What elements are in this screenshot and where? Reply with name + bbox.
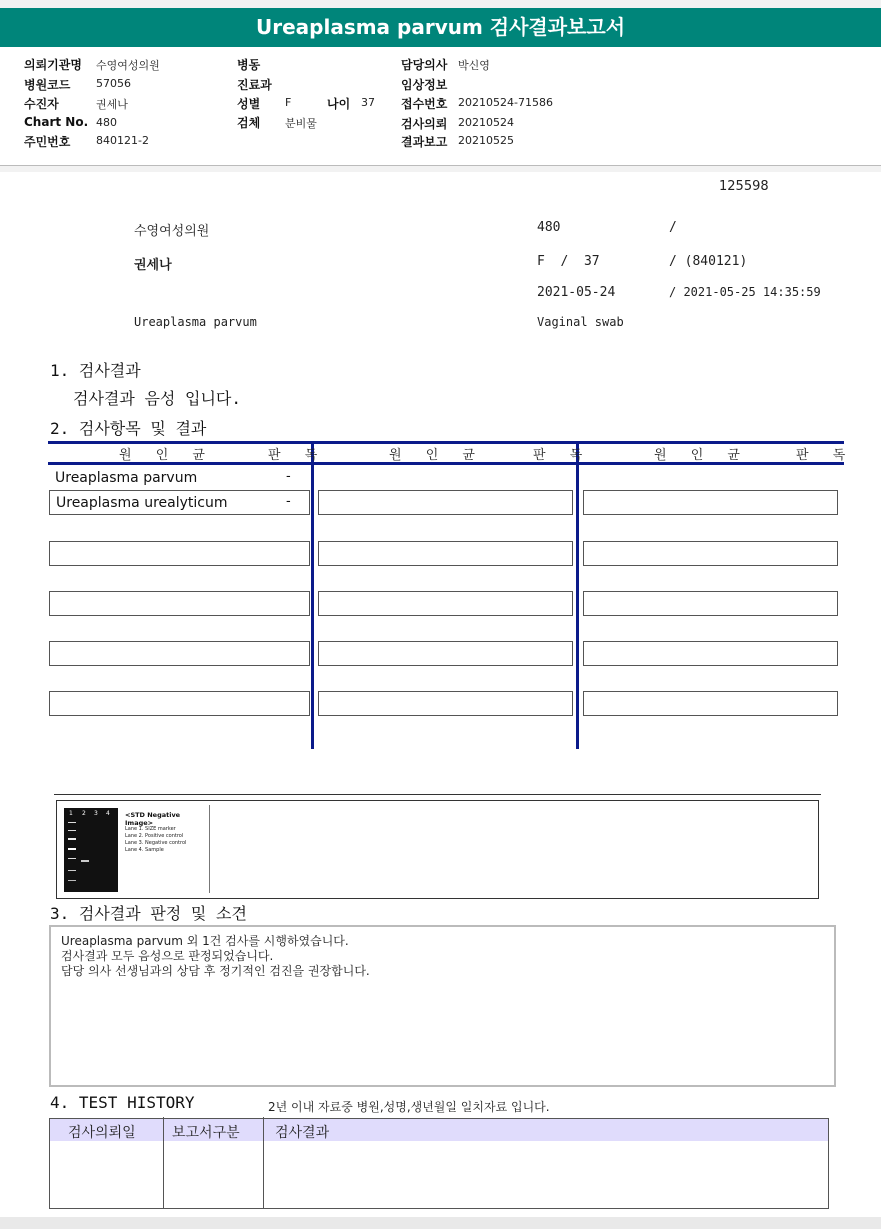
empty-cell: [49, 641, 310, 666]
report-sex-age: F / 37: [537, 254, 600, 269]
bottom-strip: [0, 1217, 881, 1229]
label-specimen: 검체: [237, 116, 261, 130]
opinion-box: [49, 925, 836, 1087]
result-row-1-organism: Ureaplasma parvum: [55, 470, 198, 486]
label-chart-no: Chart No.: [24, 115, 89, 129]
gel-band: [68, 830, 76, 831]
section1-text: 검사결과 음성 입니다.: [73, 389, 242, 408]
gel-title: <STD Negative Image>: [125, 811, 181, 827]
label-hospital-code: 병원코드: [24, 78, 71, 92]
gel-legend-2: Lane 2. Positive control: [125, 833, 184, 839]
value-reception-no: 20210524-71586: [458, 96, 553, 109]
gel-legend-3: Lane 3. Negative control: [125, 840, 187, 846]
result-row-2-organism: Ureaplasma urealyticum: [56, 495, 228, 511]
empty-cell: [318, 490, 573, 515]
report-patient: 권세나: [134, 258, 172, 273]
report-number: 125598: [719, 179, 769, 194]
gel-band: [68, 858, 76, 859]
table-divider-2: [576, 441, 579, 749]
gel-lane-2: 2: [82, 810, 86, 817]
gel-lane-4: 4: [106, 810, 110, 817]
empty-cell: [49, 591, 310, 616]
report-birth: / (840121): [669, 254, 748, 269]
value-sex: F: [285, 96, 292, 109]
report-paper: [0, 172, 881, 1217]
table-divider-1: [311, 441, 314, 749]
history-note: 2년 이내 자료중 병원,성명,생년월일 일치자료 입니다.: [268, 1100, 550, 1114]
section4-title: 4. TEST HISTORY: [50, 1093, 195, 1112]
report-specimen: Vaginal swab: [537, 315, 624, 329]
empty-cell: [583, 490, 838, 515]
col-judgment-1: 판 독: [268, 448, 328, 463]
label-resident-no: 주민번호: [24, 135, 71, 149]
patient-info-panel: [0, 47, 881, 166]
opinion-line-1: Ureaplasma parvum 외 1건 검사를 시행하였습니다.: [61, 934, 349, 948]
empty-cell: [318, 691, 573, 716]
history-col-report-type: 보고서구분: [172, 1125, 240, 1141]
section1-title: 1. 검사결과: [50, 361, 141, 380]
report-chart-no: 480: [537, 220, 561, 235]
label-ward: 병동: [237, 58, 261, 72]
empty-cell: [318, 591, 573, 616]
value-chart-no: 480: [96, 116, 117, 129]
gel-lane-3: 3: [94, 810, 98, 817]
history-col-divider: [263, 1117, 264, 1208]
value-patient: 권세나: [96, 98, 128, 111]
history-body: [49, 1141, 829, 1209]
label-sex: 성별: [237, 97, 261, 111]
value-hospital-code: 57056: [96, 77, 131, 90]
col-organism-2: 원 인 균: [389, 448, 485, 463]
report-hospital: 수영여성의원: [134, 224, 210, 239]
result-row-2-judgment: -: [286, 494, 291, 509]
section2-title: 2. 검사항목 및 결과: [50, 419, 207, 438]
opinion-line-3: 담당 의사 선생님과의 상담 후 정기적인 검진을 권장합니다.: [61, 964, 370, 978]
empty-cell: [49, 691, 310, 716]
empty-cell: [583, 691, 838, 716]
label-clinical-info: 임상정보: [401, 78, 448, 92]
value-report-date: 20210525: [458, 134, 514, 147]
label-reception-no: 접수번호: [401, 97, 448, 111]
empty-cell: [49, 541, 310, 566]
history-col-divider: [163, 1117, 164, 1208]
opinion-line-2: 검사결과 모두 음성으로 판정되었습니다.: [61, 949, 274, 963]
gel-image-frame: [56, 800, 819, 899]
report-slash: /: [669, 220, 677, 235]
label-request-date: 검사의뢰: [401, 117, 448, 131]
gel-photo: [64, 808, 118, 892]
gel-divider: [54, 794, 821, 795]
label-report-date: 결과보고: [401, 135, 448, 149]
empty-cell: [583, 541, 838, 566]
section3-title: 3. 검사결과 판정 및 소견: [50, 904, 247, 923]
col-organism-1: 원 인 균: [119, 448, 215, 463]
gel-band: [68, 880, 76, 881]
label-institution: 의뢰기관명: [24, 58, 82, 72]
report-datetime: / 2021-05-25 14:35:59: [669, 285, 821, 299]
label-age: 나이: [327, 97, 351, 111]
history-col-request-date: 검사의뢰일: [68, 1125, 136, 1141]
history-header: [49, 1118, 829, 1142]
label-doctor: 담당의사: [401, 58, 448, 72]
value-age: 37: [361, 96, 375, 109]
gel-band: [81, 860, 89, 862]
col-judgment-2: 판 독: [533, 448, 593, 463]
value-specimen: 분비물: [285, 117, 317, 130]
empty-cell: [318, 541, 573, 566]
gel-legend-4: Lane 4. Sample: [125, 847, 164, 853]
value-resident-no: 840121-2: [96, 134, 149, 147]
gel-legend-1: Lane 1. SIZE marker: [125, 826, 176, 832]
gel-image: [61, 805, 210, 893]
label-department: 진료과: [237, 78, 272, 92]
col-organism-3: 원 인 균: [654, 448, 750, 463]
empty-cell: [318, 641, 573, 666]
report-request-date: 2021-05-24: [537, 285, 616, 300]
history-col-result: 검사결과: [275, 1125, 330, 1141]
result-row-1-judgment: -: [286, 469, 291, 484]
value-institution: 수영여성의원: [96, 59, 160, 72]
gel-lane-1: 1: [69, 810, 73, 817]
value-doctor: 박신영: [458, 59, 490, 72]
gel-band: [68, 822, 76, 823]
report-test-name: Ureaplasma parvum: [134, 315, 257, 329]
empty-cell: [583, 641, 838, 666]
report-title: Ureaplasma parvum 검사결과보고서: [0, 8, 881, 47]
gel-band: [68, 838, 76, 840]
empty-cell: [583, 591, 838, 616]
gel-band: [68, 848, 76, 850]
gel-band: [68, 870, 76, 871]
value-request-date: 20210524: [458, 116, 514, 129]
result-row-2: [49, 490, 310, 515]
col-judgment-3: 판 독: [796, 448, 856, 463]
label-patient: 수진자: [24, 97, 59, 111]
